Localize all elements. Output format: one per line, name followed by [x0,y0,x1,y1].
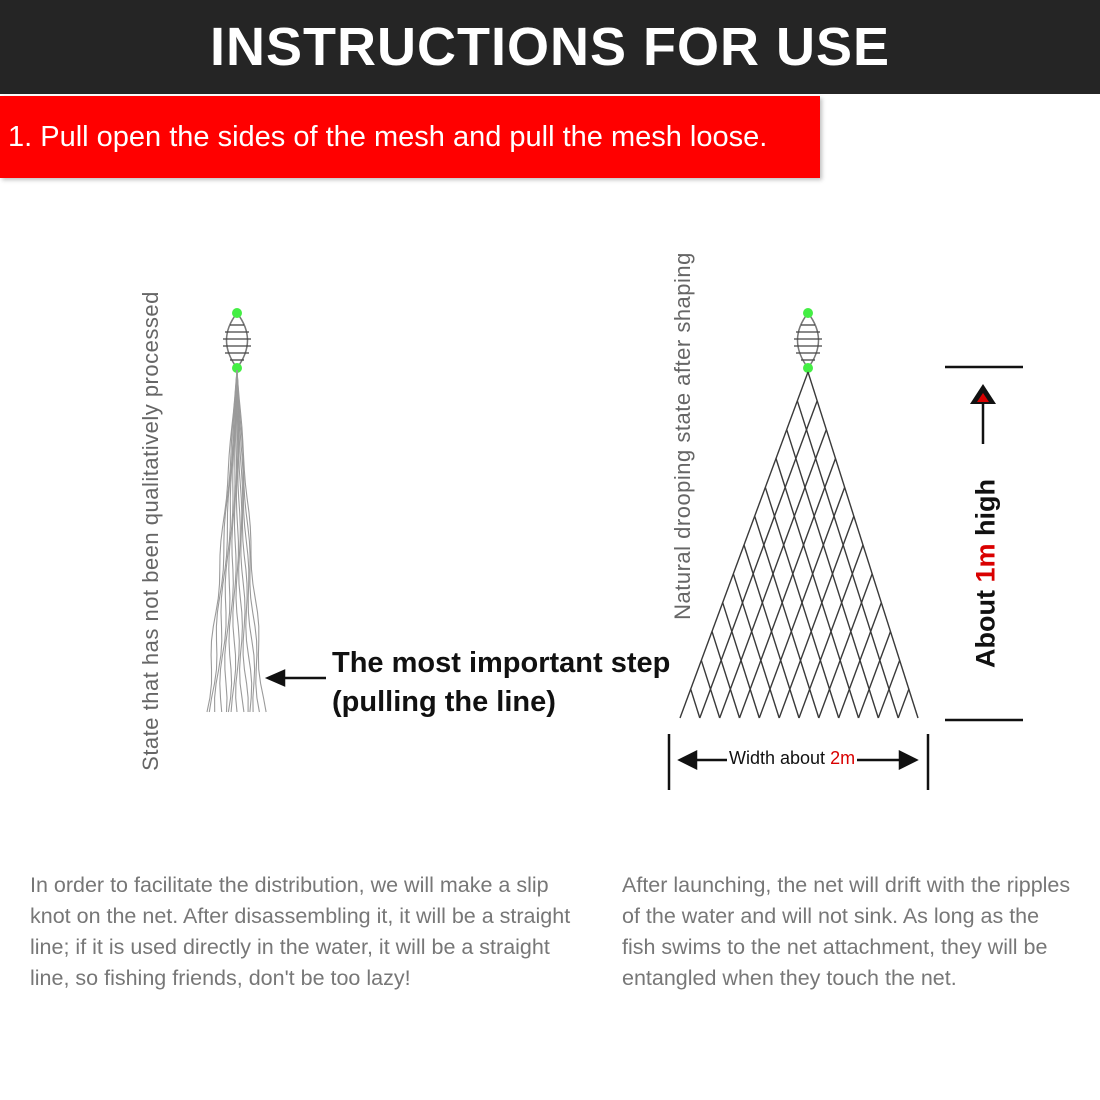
mesh-line [779,516,854,718]
height-value: 1m [970,543,1001,583]
right-float-icon [794,308,822,373]
width-label [727,748,857,769]
width-value: 2m [830,748,856,768]
net-strand [220,370,237,712]
net-strand [209,370,237,712]
shaped-net-mesh [680,372,918,718]
net-strand [215,370,237,712]
mesh-line [701,660,719,718]
width-prefix: Width about [729,748,831,768]
height-label [971,464,1002,684]
mesh-line [691,689,700,718]
unprocessed-net-strands [207,370,266,712]
left-vertical-label: State that has not been qualitatively processed [138,291,163,771]
mesh-line [733,574,779,718]
important-step-callout [332,644,670,722]
right-vertical-label: Natural drooping state after shaping [670,252,695,620]
page-title: INSTRUCTIONS FOR USE [0,0,1100,94]
callout-line-1: The most important step [332,647,671,679]
mesh-line [755,516,819,718]
mesh-line [776,459,859,719]
mesh-line [740,459,836,719]
left-float-icon [223,308,251,373]
mesh-line [898,689,909,718]
right-description: After launching, the net will drift with the ripples of the water and will not sink. As long as the fish swims to the net attachment, they will be entangled when they touch the net. [622,873,1071,990]
up-arrow-icon [970,384,996,404]
pointer-arrow [268,671,326,685]
step-banner: 1. Pull open the sides of the mesh and pull the mesh loose. [0,96,820,178]
height-prefix: About [970,582,1001,668]
left-description: In order to facilitate the distribution, we will make a slip knot on the net. After disassembling it, it will be a straight line; if it is used directly in the water, it will be a straight line, so fishing friends, don't be too lazy! [30,873,571,990]
mesh-line [700,401,817,718]
mesh-line [878,660,899,718]
mesh-line [839,603,882,718]
height-suffix: high [970,479,1001,544]
mesh-line [819,574,872,718]
callout-line-2: (pulling the line) [332,686,556,718]
mesh-line [723,603,760,718]
mesh-line [797,401,898,718]
